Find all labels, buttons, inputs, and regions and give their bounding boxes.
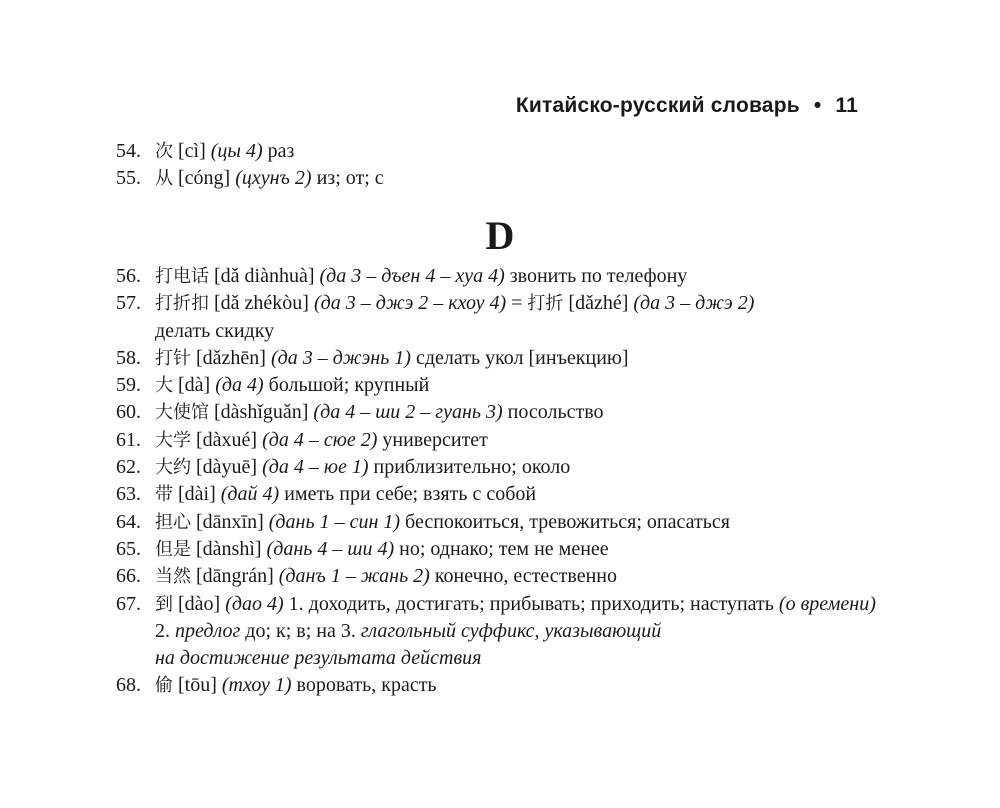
entry-meaning-1: 1. доходить, достигать; прибывать; приходить; наступать [288,592,774,615]
book-title: Китайско-русский словарь [515,94,800,117]
entry-meaning: университет [382,428,488,451]
entry-meaning: большой; крупный [268,374,430,397]
dictionary-entry [116,165,876,192]
entry-hanzi: 大学 [155,429,191,451]
entry-meaning: воровать, красть [296,674,437,697]
entry-pinyin: [dǎ zhékòu] [214,292,309,315]
entry-reading: (дань 4 – ши 4) [266,537,395,560]
entry-meaning-3-label-cont: на достижение результата действия [155,647,482,670]
entry-meaning: делать скидку [155,319,275,342]
dictionary-entry [116,591,876,673]
entry-meaning-2-label: предлог [175,619,241,642]
entry-meaning-2-number: 2. [155,619,170,642]
section-letter: D [485,213,515,258]
entry-reading: (да 4) [215,374,264,397]
entry-reading: (да 3 – джэнь 1) [270,346,411,369]
entry-pinyin: [dào] [178,592,221,615]
entry-reading: (тхоу 1) [221,674,292,697]
entry-hanzi: 打针 [155,347,191,369]
entry-reading: (данъ 1 – жань 2) [278,565,430,588]
entry-pinyin: [dàshǐguǎn] [214,401,309,424]
dictionary-entry [116,536,876,563]
entry-meaning: посольство [507,401,604,424]
dictionary-entry [116,372,876,399]
entry-hanzi: 担心 [155,511,191,533]
entry-number: 54. [116,140,141,162]
entry-hanzi: 从 [155,168,173,190]
entry-meaning: из; от; с [316,167,384,190]
entry-number: 57. [116,292,141,315]
entry-number: 63. [116,483,141,506]
entry-meaning-2: до; к; в; на [245,619,336,642]
entry-number: 64. [116,510,141,533]
entry-hanzi: 大 [155,375,173,397]
entry-pinyin: [dānxīn] [196,510,264,533]
entry-hanzi: 打折扣 [155,293,209,315]
dictionary-entry [116,563,876,590]
header-bullet: • [813,94,822,117]
entry-number: 65. [116,537,141,560]
dictionary-entry [116,509,876,536]
entry-pinyin: [dànshì] [196,537,262,560]
dictionary-entry [116,481,876,508]
dictionary-entry [116,345,876,372]
entry-meaning: раз [267,140,295,162]
entry-meaning: звонить по телефону [509,265,688,287]
entry-pinyin: [cì] [178,140,206,162]
entry-hanzi: 带 [155,484,173,506]
entry-number: 58. [116,346,141,369]
entry-reading: (дань 1 – син 1) [268,510,401,533]
entry-reading: (да 4 – сюе 2) [262,428,378,451]
entry-reading: (да 4 – ши 2 – гуань 3) [313,401,503,424]
entry-pinyin: [dài] [178,483,216,506]
entry-pinyin-variant: [dǎzhé] [568,292,629,315]
entry-number: 59. [116,374,141,397]
entry-meaning: приблизительно; около [373,456,571,479]
entry-reading: (да 3 – джэ 2 – кхоу 4) [313,292,507,315]
entry-meaning: но; однако; тем не менее [399,537,609,560]
entry-reading: (цхунъ 2) [235,167,312,190]
page-number: 11 [835,94,858,117]
entry-meaning-3-number: 3. [340,619,356,642]
entry-number: 55. [116,167,141,190]
entry-hanzi-variant: 打折 [527,293,564,315]
entry-reading: (дай 4) [220,483,280,506]
entry-list [116,263,876,700]
dictionary-entry [116,672,876,699]
entry-reading: (дао 4) [225,592,284,615]
entry-number: 68. [116,674,141,697]
entry-reading: (да 4 – юе 1) [262,456,369,479]
entry-meaning-3-label: глагольный суффикс, указывающий [360,619,662,642]
entry-number: 67. [116,592,141,615]
entry-pinyin: [dà] [178,374,211,397]
entry-meaning: конечно, естественно [434,565,617,588]
entry-equals: = [511,292,523,315]
entry-number: 56. [116,265,141,287]
entry-pinyin: [dàyuē] [196,456,258,479]
entry-pinyin: [dāngrán] [196,565,274,588]
dictionary-entry [116,263,876,290]
entry-list-top [116,138,876,193]
entry-hanzi: 次 [155,141,173,162]
entry-hanzi: 打电话 [155,266,209,287]
entry-pinyin: [dàxué] [196,428,258,451]
dictionary-entry [116,399,876,426]
entry-hanzi: 当然 [155,566,191,588]
entry-number: 60. [116,401,141,424]
entry-pinyin: [dǎ diànhuà] [214,265,315,287]
entry-reading-variant: (да 3 – джэ 2) [633,292,755,315]
entry-hanzi: 到 [155,593,173,615]
entry-number: 66. [116,565,141,588]
running-head [516,94,858,118]
entry-hanzi: 但是 [155,538,191,560]
entry-reading: (да 3 – дъен 4 – хуа 4) [319,265,505,287]
entry-hanzi: 大约 [155,457,191,479]
entry-number: 61. [116,428,141,451]
entry-meaning-1-note: (о времени) [778,592,876,615]
entry-meaning: сделать укол [инъекцию] [415,346,629,369]
entry-reading: (цы 4) [210,140,263,162]
dictionary-entry [116,138,876,165]
entry-pinyin: [dǎzhēn] [196,346,266,369]
dictionary-entry [116,427,876,454]
entry-number: 62. [116,456,141,479]
entry-meaning: беспокоиться, тревожиться; опасаться [405,510,730,533]
entry-pinyin: [tōu] [178,674,217,697]
entry-meaning: иметь при себе; взять с собой [284,483,537,506]
entry-hanzi: 偷 [155,675,173,697]
dictionary-entry [116,454,876,481]
entry-hanzi: 大使馆 [155,402,209,424]
dictionary-entry [116,290,876,345]
entry-pinyin: [cóng] [178,167,231,190]
